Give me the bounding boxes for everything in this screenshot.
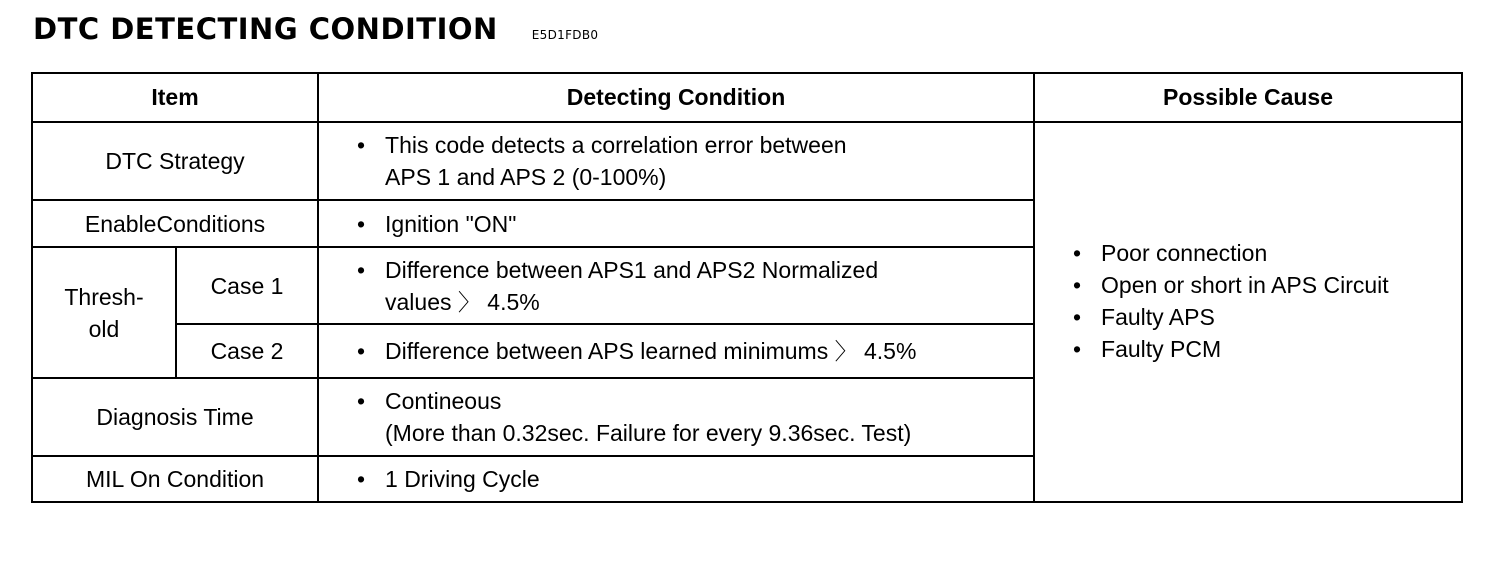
condition-text: 1 Driving Cycle bbox=[385, 466, 540, 492]
cause-text: Faulty APS bbox=[1101, 304, 1215, 330]
threshold-label: old bbox=[88, 315, 120, 342]
bullet-icon: • bbox=[1073, 304, 1082, 330]
condition-dtc-strategy bbox=[318, 122, 1034, 200]
condition-text: (More than 0.32sec. Failure for every 9.36sec. Test) bbox=[385, 420, 912, 446]
condition-text: values 〉 4.5% bbox=[385, 288, 540, 315]
header-condition: Detecting Condition bbox=[318, 73, 1034, 122]
bullet-icon: • bbox=[357, 210, 366, 237]
bullet-icon: • bbox=[1073, 240, 1082, 266]
list-item bbox=[1073, 333, 1451, 365]
page-title: DTC DETECTING CONDITION bbox=[33, 12, 498, 46]
bullet-icon: • bbox=[1073, 336, 1082, 362]
condition-mil-on bbox=[318, 456, 1034, 502]
condition-text: Difference between APS1 and APS2 Normalized bbox=[385, 256, 879, 283]
bullet-icon: • bbox=[357, 388, 366, 414]
cause-text: Poor connection bbox=[1101, 240, 1268, 266]
condition-text: Ignition "ON" bbox=[385, 210, 517, 237]
header-row bbox=[32, 73, 1462, 122]
condition-diagnosis-time bbox=[318, 378, 1034, 456]
condition-text: This code detects a correlation error between bbox=[385, 132, 847, 158]
list-item bbox=[1073, 301, 1451, 333]
item-mil-on-condition: MIL On Condition bbox=[32, 456, 318, 502]
condition-case-2 bbox=[318, 324, 1034, 378]
bullet-icon: • bbox=[357, 466, 366, 492]
bullet-icon: • bbox=[357, 338, 366, 364]
dtc-table bbox=[31, 72, 1463, 503]
condition-text: Difference between APS learned minimums 〉 4.5% bbox=[385, 338, 917, 364]
header-item: Item bbox=[32, 73, 318, 122]
list-item bbox=[1073, 269, 1451, 301]
threshold-label: Thresh- bbox=[64, 283, 144, 310]
list-item bbox=[1073, 237, 1451, 269]
item-diagnosis-time: Diagnosis Time bbox=[32, 378, 318, 456]
table-row bbox=[32, 122, 1462, 200]
bullet-icon: • bbox=[1073, 272, 1082, 298]
document-code: E5D1FDB0 bbox=[531, 28, 599, 42]
cause-text: Faulty PCM bbox=[1101, 336, 1222, 362]
condition-text: APS 1 and APS 2 (0-100%) bbox=[385, 164, 667, 190]
item-case-2: Case 2 bbox=[176, 324, 318, 378]
item-case-1: Case 1 bbox=[176, 247, 318, 324]
header-cause: Possible Cause bbox=[1034, 73, 1462, 122]
page-heading bbox=[33, 12, 598, 52]
item-threshold bbox=[32, 247, 176, 378]
bullet-icon: • bbox=[357, 256, 366, 283]
item-enable-conditions: EnableConditions bbox=[32, 200, 318, 247]
condition-enable bbox=[318, 200, 1034, 247]
bullet-icon: • bbox=[357, 132, 366, 158]
condition-text: Contineous bbox=[385, 388, 502, 414]
possible-cause-cell bbox=[1034, 122, 1462, 502]
condition-case-1 bbox=[318, 247, 1034, 324]
item-dtc-strategy: DTC Strategy bbox=[32, 122, 318, 200]
cause-text: Open or short in APS Circuit bbox=[1101, 272, 1389, 298]
